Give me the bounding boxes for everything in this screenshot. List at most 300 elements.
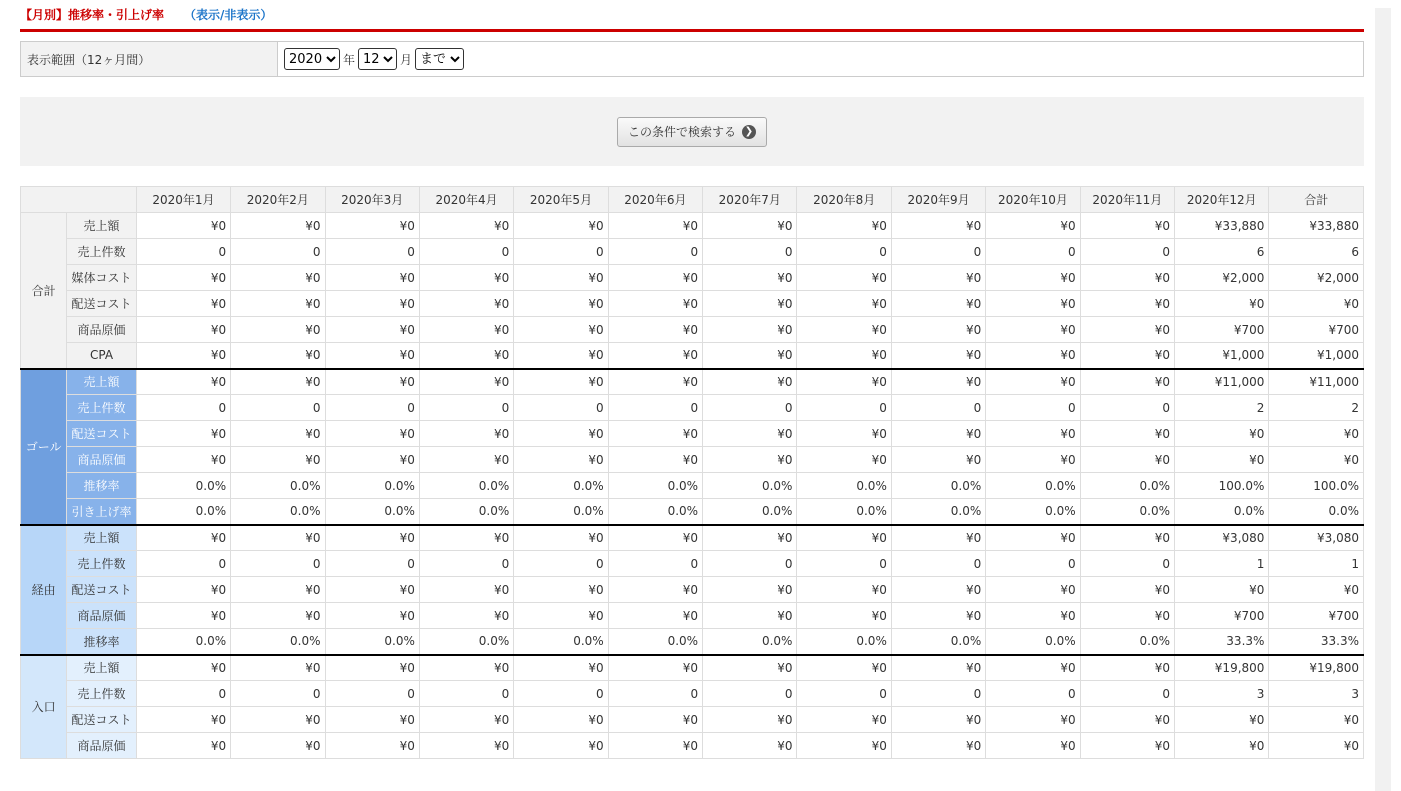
- value-cell: ¥0: [231, 291, 325, 317]
- value-cell: 0.0%: [703, 629, 797, 655]
- table-row: [21, 551, 1364, 577]
- value-cell: ¥0: [703, 733, 797, 759]
- value-cell: ¥0: [1269, 447, 1364, 473]
- value-cell: ¥0: [1175, 421, 1269, 447]
- value-cell: ¥0: [797, 707, 891, 733]
- value-cell: 2: [1269, 395, 1364, 421]
- scrollbar[interactable]: [1375, 8, 1391, 791]
- value-cell: 0: [1080, 395, 1174, 421]
- table-row: [21, 291, 1364, 317]
- value-cell: ¥0: [419, 525, 513, 551]
- value-cell: ¥0: [1175, 733, 1269, 759]
- value-cell: ¥0: [608, 447, 702, 473]
- corner-cell: [21, 187, 137, 213]
- search-button-label: この条件で検索する: [627, 125, 736, 139]
- column-header: 2020年7月: [703, 187, 797, 213]
- row-label: CPA: [67, 343, 136, 369]
- until-select[interactable]: [415, 48, 464, 70]
- value-cell: ¥0: [1269, 707, 1364, 733]
- value-cell: ¥0: [891, 447, 985, 473]
- value-cell: 0.0%: [703, 473, 797, 499]
- value-cell: 0: [703, 551, 797, 577]
- value-cell: ¥0: [231, 707, 325, 733]
- value-cell: 0.0%: [986, 473, 1080, 499]
- value-cell: ¥0: [419, 213, 513, 239]
- value-cell: 0: [703, 681, 797, 707]
- value-cell: ¥0: [325, 655, 419, 681]
- row-label: 媒体コスト: [67, 265, 136, 291]
- value-cell: ¥0: [514, 265, 608, 291]
- value-cell: ¥0: [514, 655, 608, 681]
- value-cell: 0: [608, 395, 702, 421]
- table-row: [21, 681, 1364, 707]
- value-cell: ¥0: [231, 421, 325, 447]
- value-cell: ¥0: [891, 317, 985, 343]
- value-cell: ¥0: [1269, 421, 1364, 447]
- column-header: 2020年10月: [986, 187, 1080, 213]
- row-label: 配送コスト: [67, 421, 136, 447]
- value-cell: 0.0%: [986, 629, 1080, 655]
- value-cell: 33.3%: [1175, 629, 1269, 655]
- header-row: [21, 187, 1364, 213]
- value-cell: 0.0%: [231, 629, 325, 655]
- value-cell: ¥0: [1175, 707, 1269, 733]
- value-cell: 6: [1269, 239, 1364, 265]
- value-cell: ¥0: [986, 577, 1080, 603]
- value-cell: 0.0%: [136, 473, 230, 499]
- value-cell: 0: [136, 681, 230, 707]
- value-cell: 0.0%: [514, 629, 608, 655]
- value-cell: ¥0: [136, 525, 230, 551]
- value-cell: ¥0: [986, 291, 1080, 317]
- value-cell: ¥0: [136, 447, 230, 473]
- row-label: 商品原価: [67, 603, 136, 629]
- value-cell: 6: [1175, 239, 1269, 265]
- table-row: [21, 343, 1364, 369]
- value-cell: ¥0: [514, 577, 608, 603]
- value-cell: ¥0: [514, 213, 608, 239]
- value-cell: 0.0%: [703, 499, 797, 525]
- value-cell: ¥0: [703, 343, 797, 369]
- value-cell: ¥0: [703, 655, 797, 681]
- group-label: 合計: [21, 213, 67, 369]
- value-cell: ¥0: [891, 421, 985, 447]
- value-cell: ¥0: [136, 343, 230, 369]
- value-cell: ¥0: [891, 291, 985, 317]
- search-button[interactable]: [617, 117, 767, 147]
- value-cell: ¥0: [797, 655, 891, 681]
- value-cell: ¥0: [514, 525, 608, 551]
- value-cell: ¥0: [986, 447, 1080, 473]
- value-cell: 0: [514, 551, 608, 577]
- value-cell: ¥0: [136, 369, 230, 395]
- value-cell: ¥11,000: [1175, 369, 1269, 395]
- value-cell: ¥0: [419, 265, 513, 291]
- value-cell: ¥0: [608, 421, 702, 447]
- value-cell: 0.0%: [419, 629, 513, 655]
- value-cell: ¥0: [1080, 421, 1174, 447]
- value-cell: ¥0: [986, 317, 1080, 343]
- group-label: 入口: [21, 655, 67, 759]
- value-cell: ¥0: [891, 603, 985, 629]
- table-row: [21, 239, 1364, 265]
- section-title: 【月別】推移率・引上げ率: [20, 8, 165, 22]
- row-label: 売上額: [67, 525, 136, 551]
- row-label: 売上件数: [67, 681, 136, 707]
- year-select[interactable]: [284, 48, 340, 70]
- value-cell: ¥0: [891, 733, 985, 759]
- group-label: 経由: [21, 525, 67, 655]
- value-cell: ¥11,000: [1269, 369, 1364, 395]
- value-cell: ¥0: [231, 603, 325, 629]
- value-cell: ¥0: [419, 707, 513, 733]
- value-cell: ¥0: [325, 447, 419, 473]
- value-cell: ¥0: [986, 265, 1080, 291]
- value-cell: ¥0: [703, 525, 797, 551]
- value-cell: ¥0: [514, 421, 608, 447]
- value-cell: ¥0: [325, 525, 419, 551]
- value-cell: 0: [514, 395, 608, 421]
- value-cell: 0.0%: [231, 499, 325, 525]
- range-label: 表示範囲（12ヶ月間）: [21, 42, 278, 76]
- value-cell: ¥0: [419, 447, 513, 473]
- value-cell: ¥0: [703, 447, 797, 473]
- value-cell: ¥0: [1080, 265, 1174, 291]
- row-label: 推移率: [67, 629, 136, 655]
- value-cell: 0.0%: [1175, 499, 1269, 525]
- value-cell: ¥0: [797, 603, 891, 629]
- value-cell: ¥0: [419, 733, 513, 759]
- value-cell: ¥0: [1175, 291, 1269, 317]
- value-cell: 0: [1080, 681, 1174, 707]
- column-header: 2020年4月: [419, 187, 513, 213]
- table-row: [21, 473, 1364, 499]
- value-cell: ¥0: [136, 655, 230, 681]
- value-cell: ¥0: [608, 317, 702, 343]
- table-row: [21, 499, 1364, 525]
- table-row: [21, 525, 1364, 551]
- year-unit: 年: [343, 52, 356, 67]
- row-label: 売上件数: [67, 239, 136, 265]
- value-cell: 0: [325, 551, 419, 577]
- value-cell: ¥0: [797, 265, 891, 291]
- value-cell: ¥0: [986, 603, 1080, 629]
- value-cell: ¥0: [986, 733, 1080, 759]
- value-cell: 0: [891, 681, 985, 707]
- value-cell: ¥0: [703, 213, 797, 239]
- table-row: [21, 577, 1364, 603]
- value-cell: 0.0%: [419, 473, 513, 499]
- value-cell: 0: [986, 239, 1080, 265]
- value-cell: ¥0: [136, 421, 230, 447]
- value-cell: 0.0%: [891, 499, 985, 525]
- value-cell: ¥0: [1080, 603, 1174, 629]
- value-cell: ¥0: [231, 577, 325, 603]
- value-cell: 0.0%: [797, 499, 891, 525]
- value-cell: ¥0: [1269, 577, 1364, 603]
- value-cell: ¥0: [231, 343, 325, 369]
- value-cell: ¥0: [797, 421, 891, 447]
- value-cell: 0.0%: [1080, 473, 1174, 499]
- value-cell: ¥0: [608, 577, 702, 603]
- month-select[interactable]: [358, 48, 397, 70]
- value-cell: 0.0%: [136, 629, 230, 655]
- value-cell: ¥0: [419, 655, 513, 681]
- value-cell: ¥0: [419, 603, 513, 629]
- value-cell: 1: [1175, 551, 1269, 577]
- row-label: 商品原価: [67, 317, 136, 343]
- table-row: [21, 603, 1364, 629]
- value-cell: ¥0: [1175, 577, 1269, 603]
- value-cell: ¥0: [891, 213, 985, 239]
- value-cell: ¥19,800: [1175, 655, 1269, 681]
- table-row: [21, 421, 1364, 447]
- value-cell: ¥3,080: [1175, 525, 1269, 551]
- value-cell: ¥0: [325, 733, 419, 759]
- value-cell: ¥0: [608, 213, 702, 239]
- value-cell: ¥0: [136, 213, 230, 239]
- value-cell: 0: [797, 239, 891, 265]
- value-cell: ¥700: [1175, 317, 1269, 343]
- value-cell: ¥0: [891, 343, 985, 369]
- value-cell: ¥0: [797, 577, 891, 603]
- value-cell: ¥0: [1080, 577, 1174, 603]
- value-cell: ¥0: [703, 317, 797, 343]
- value-cell: ¥0: [325, 317, 419, 343]
- value-cell: ¥0: [797, 733, 891, 759]
- table-row: [21, 213, 1364, 239]
- value-cell: ¥2,000: [1269, 265, 1364, 291]
- value-cell: 100.0%: [1269, 473, 1364, 499]
- value-cell: ¥0: [703, 265, 797, 291]
- value-cell: 0.0%: [136, 499, 230, 525]
- value-cell: ¥0: [891, 707, 985, 733]
- value-cell: ¥33,880: [1175, 213, 1269, 239]
- value-cell: 0: [986, 395, 1080, 421]
- value-cell: ¥0: [514, 343, 608, 369]
- value-cell: 0: [891, 551, 985, 577]
- value-cell: ¥0: [891, 525, 985, 551]
- value-cell: ¥0: [986, 343, 1080, 369]
- table-row: [21, 317, 1364, 343]
- value-cell: 0: [703, 239, 797, 265]
- value-cell: 0: [231, 551, 325, 577]
- value-cell: 3: [1269, 681, 1364, 707]
- column-header: 2020年1月: [136, 187, 230, 213]
- value-cell: 0: [325, 239, 419, 265]
- value-cell: ¥0: [514, 369, 608, 395]
- value-cell: ¥0: [1269, 291, 1364, 317]
- value-cell: ¥0: [1269, 733, 1364, 759]
- value-cell: 0: [608, 681, 702, 707]
- value-cell: ¥0: [608, 603, 702, 629]
- value-cell: ¥0: [136, 603, 230, 629]
- value-cell: ¥0: [231, 317, 325, 343]
- value-cell: ¥0: [608, 525, 702, 551]
- value-cell: ¥700: [1269, 603, 1364, 629]
- value-cell: ¥700: [1175, 603, 1269, 629]
- value-cell: 0: [136, 551, 230, 577]
- value-cell: 0: [986, 681, 1080, 707]
- value-cell: 2: [1175, 395, 1269, 421]
- value-cell: ¥0: [797, 447, 891, 473]
- value-cell: ¥19,800: [1269, 655, 1364, 681]
- column-header: 2020年2月: [231, 187, 325, 213]
- value-cell: 0.0%: [325, 499, 419, 525]
- column-header: 2020年11月: [1080, 187, 1174, 213]
- value-cell: 0: [1080, 551, 1174, 577]
- value-cell: 0.0%: [1269, 499, 1364, 525]
- value-cell: 0: [703, 395, 797, 421]
- value-cell: ¥0: [514, 317, 608, 343]
- value-cell: ¥0: [797, 213, 891, 239]
- value-cell: ¥0: [608, 291, 702, 317]
- row-label: 配送コスト: [67, 291, 136, 317]
- value-cell: ¥0: [703, 369, 797, 395]
- value-cell: 0.0%: [325, 473, 419, 499]
- column-header: 2020年6月: [608, 187, 702, 213]
- table-row: [21, 655, 1364, 681]
- range-row: [20, 41, 1364, 77]
- value-cell: ¥0: [419, 421, 513, 447]
- value-cell: 0: [419, 395, 513, 421]
- row-label: 売上件数: [67, 551, 136, 577]
- value-cell: 0: [419, 681, 513, 707]
- value-cell: ¥0: [797, 525, 891, 551]
- value-cell: 0: [514, 681, 608, 707]
- value-cell: ¥0: [608, 707, 702, 733]
- value-cell: ¥0: [986, 421, 1080, 447]
- value-cell: ¥0: [986, 369, 1080, 395]
- value-cell: 3: [1175, 681, 1269, 707]
- value-cell: ¥0: [703, 291, 797, 317]
- value-cell: ¥0: [136, 733, 230, 759]
- value-cell: 0: [231, 681, 325, 707]
- value-cell: ¥0: [325, 603, 419, 629]
- value-cell: ¥0: [1080, 317, 1174, 343]
- value-cell: ¥0: [1080, 213, 1174, 239]
- value-cell: ¥0: [136, 317, 230, 343]
- value-cell: 0: [1080, 239, 1174, 265]
- value-cell: ¥0: [325, 577, 419, 603]
- value-cell: ¥0: [231, 447, 325, 473]
- month-unit: 月: [400, 52, 413, 67]
- value-cell: ¥3,080: [1269, 525, 1364, 551]
- value-cell: 0: [419, 551, 513, 577]
- value-cell: 0: [797, 395, 891, 421]
- table-row: [21, 447, 1364, 473]
- table-row: [21, 369, 1364, 395]
- value-cell: ¥0: [1080, 655, 1174, 681]
- value-cell: ¥0: [703, 707, 797, 733]
- search-area: [20, 97, 1364, 166]
- value-cell: ¥0: [136, 291, 230, 317]
- value-cell: ¥0: [608, 733, 702, 759]
- value-cell: 0: [891, 395, 985, 421]
- value-cell: ¥0: [703, 421, 797, 447]
- value-cell: 0: [514, 239, 608, 265]
- value-cell: ¥0: [325, 265, 419, 291]
- row-label: 売上額: [67, 213, 136, 239]
- row-label: 推移率: [67, 473, 136, 499]
- value-cell: ¥0: [419, 369, 513, 395]
- value-cell: 0.0%: [891, 629, 985, 655]
- value-cell: ¥0: [325, 421, 419, 447]
- value-cell: 0: [325, 395, 419, 421]
- value-cell: ¥0: [419, 343, 513, 369]
- value-cell: ¥0: [325, 707, 419, 733]
- value-cell: 0.0%: [608, 499, 702, 525]
- value-cell: ¥0: [136, 265, 230, 291]
- value-cell: 0.0%: [608, 473, 702, 499]
- range-controls: [278, 42, 464, 76]
- value-cell: 0.0%: [608, 629, 702, 655]
- value-cell: ¥0: [1080, 447, 1174, 473]
- value-cell: 0.0%: [231, 473, 325, 499]
- value-cell: 0: [891, 239, 985, 265]
- value-cell: ¥0: [891, 265, 985, 291]
- toggle-visibility-link[interactable]: （表示/非表示）: [184, 8, 273, 22]
- section-header: [20, 0, 1364, 32]
- column-header: 2020年9月: [891, 187, 985, 213]
- value-cell: ¥0: [231, 369, 325, 395]
- value-cell: ¥0: [608, 655, 702, 681]
- group-label: ゴール: [21, 369, 67, 525]
- value-cell: 0.0%: [1080, 629, 1174, 655]
- value-cell: ¥0: [891, 369, 985, 395]
- value-cell: ¥0: [891, 655, 985, 681]
- value-cell: ¥0: [514, 291, 608, 317]
- value-cell: ¥0: [325, 213, 419, 239]
- value-cell: ¥0: [136, 707, 230, 733]
- value-cell: 0: [136, 395, 230, 421]
- value-cell: ¥0: [608, 343, 702, 369]
- row-label: 配送コスト: [67, 707, 136, 733]
- value-cell: 0.0%: [514, 473, 608, 499]
- value-cell: ¥0: [325, 343, 419, 369]
- value-cell: ¥0: [1080, 291, 1174, 317]
- value-cell: ¥0: [231, 265, 325, 291]
- value-cell: 0.0%: [891, 473, 985, 499]
- value-cell: ¥0: [1080, 343, 1174, 369]
- value-cell: ¥2,000: [1175, 265, 1269, 291]
- column-header: 2020年5月: [514, 187, 608, 213]
- value-cell: ¥0: [608, 265, 702, 291]
- column-header: 2020年8月: [797, 187, 891, 213]
- row-label: 引き上げ率: [67, 499, 136, 525]
- table-row: [21, 629, 1364, 655]
- value-cell: ¥0: [231, 525, 325, 551]
- value-cell: ¥0: [514, 447, 608, 473]
- value-cell: ¥0: [797, 369, 891, 395]
- value-cell: 0: [325, 681, 419, 707]
- value-cell: ¥1,000: [1175, 343, 1269, 369]
- value-cell: 33.3%: [1269, 629, 1364, 655]
- monthly-table: [20, 186, 1364, 759]
- value-cell: ¥0: [419, 317, 513, 343]
- value-cell: 1: [1269, 551, 1364, 577]
- value-cell: 100.0%: [1175, 473, 1269, 499]
- value-cell: ¥0: [797, 291, 891, 317]
- value-cell: 0: [136, 239, 230, 265]
- value-cell: 0: [419, 239, 513, 265]
- value-cell: ¥33,880: [1269, 213, 1364, 239]
- row-label: 売上額: [67, 369, 136, 395]
- value-cell: 0: [608, 239, 702, 265]
- value-cell: ¥0: [136, 577, 230, 603]
- value-cell: ¥0: [891, 577, 985, 603]
- arrow-right-circle-icon: ❯: [742, 125, 756, 139]
